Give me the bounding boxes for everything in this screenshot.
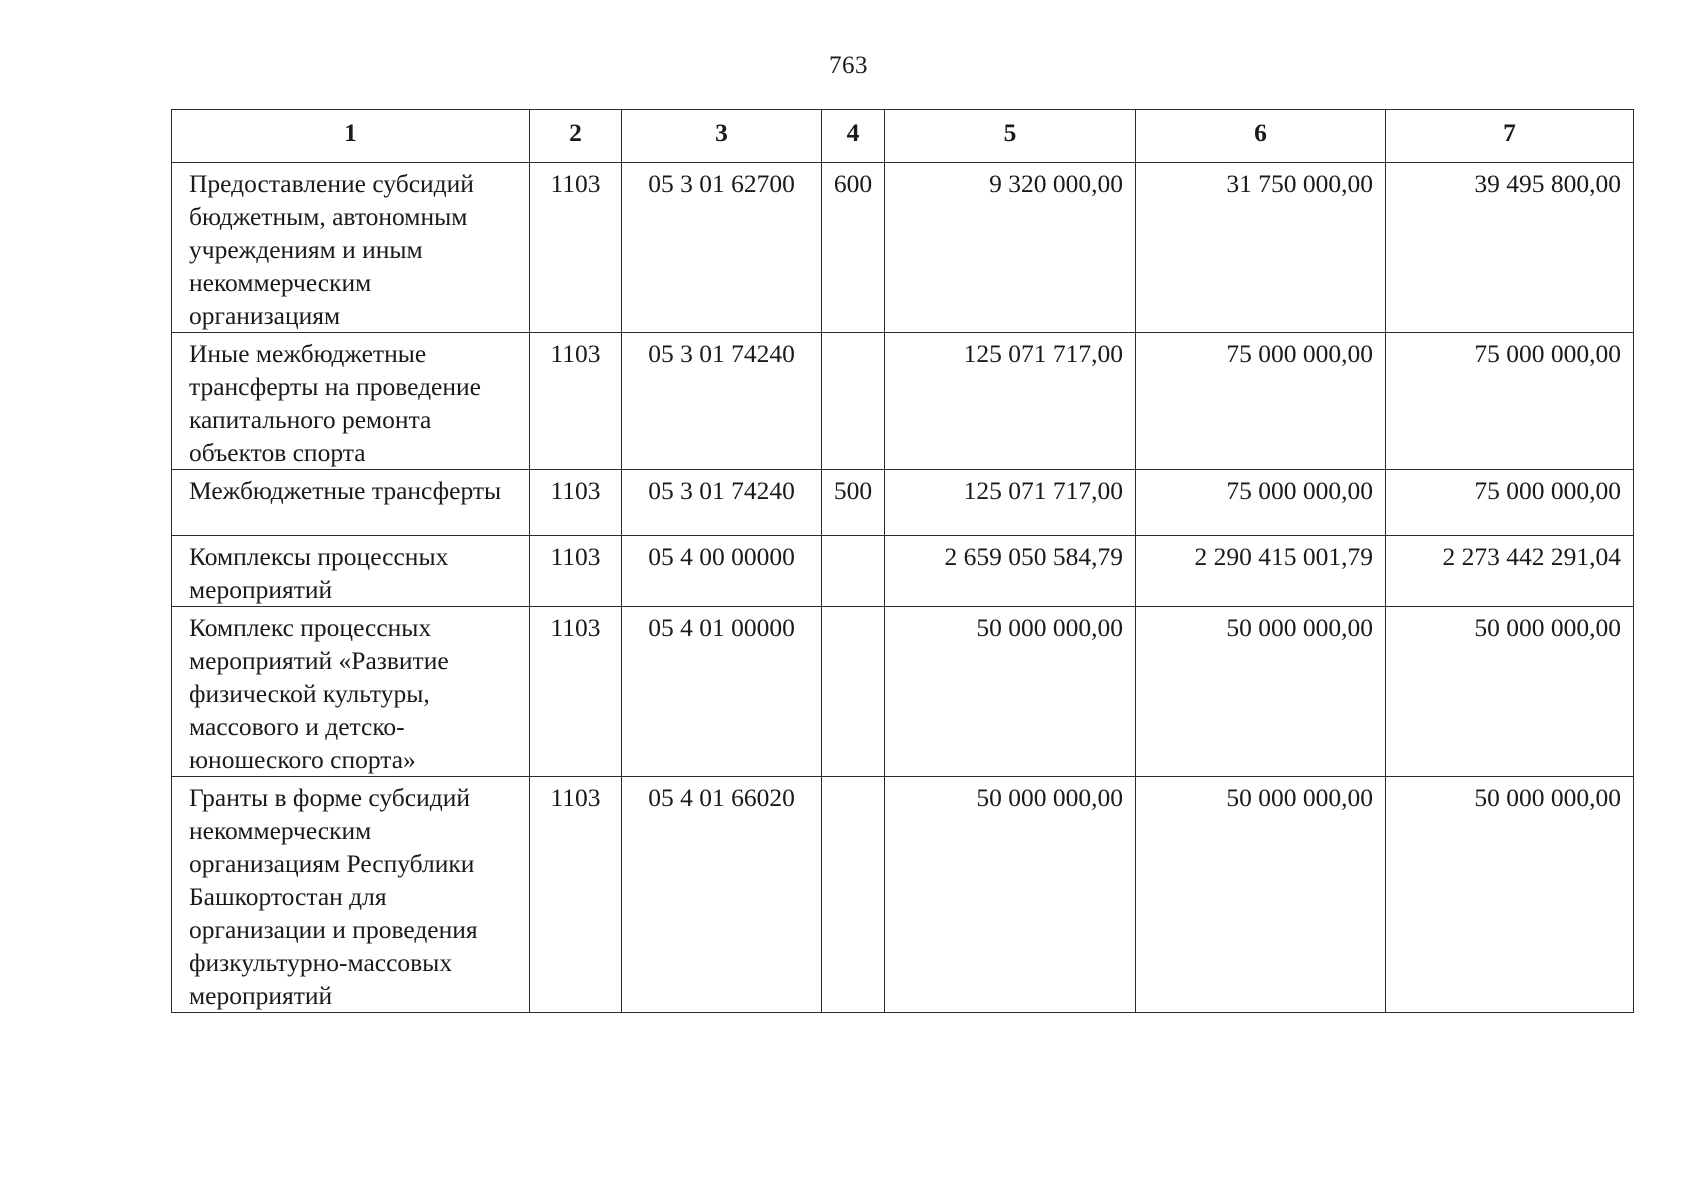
column-header-2: 2 <box>530 110 622 163</box>
row-amount-year2: 31 750 000,00 <box>1136 163 1386 333</box>
row-amount-year2: 2 290 415 001,79 <box>1136 536 1386 607</box>
row-target-article: 05 4 01 00000 <box>622 607 822 777</box>
column-header-7: 7 <box>1386 110 1634 163</box>
table-row <box>172 470 1634 536</box>
table-row <box>172 777 1634 1013</box>
row-section: 1103 <box>530 163 622 333</box>
row-name: Комплекс процессных мероприятий «Развитие физической культуры, массового и детско-юношеского спорта» <box>172 607 530 777</box>
table-row <box>172 333 1634 470</box>
row-target-article: 05 3 01 74240 <box>622 470 822 536</box>
row-expense-type <box>822 607 885 777</box>
row-target-article: 05 3 01 62700 <box>622 163 822 333</box>
row-amount-year3: 50 000 000,00 <box>1386 607 1634 777</box>
table-row <box>172 163 1634 333</box>
row-expense-type: 600 <box>822 163 885 333</box>
row-amount-year3: 75 000 000,00 <box>1386 333 1634 470</box>
page-number: 763 <box>829 52 868 79</box>
column-header-1: 1 <box>172 110 530 163</box>
row-amount-year1: 50 000 000,00 <box>885 777 1136 1013</box>
row-amount-year3: 50 000 000,00 <box>1386 777 1634 1013</box>
row-amount-year1: 50 000 000,00 <box>885 607 1136 777</box>
table-row <box>172 607 1634 777</box>
column-header-5: 5 <box>885 110 1136 163</box>
row-amount-year1: 125 071 717,00 <box>885 333 1136 470</box>
row-name: Предоставление субсидий бюджетным, автономным учреждениям и иным некоммерческим организациям <box>172 163 530 333</box>
row-name: Комплексы процессных мероприятий <box>172 536 530 607</box>
row-amount-year3: 75 000 000,00 <box>1386 470 1634 536</box>
row-expense-type <box>822 333 885 470</box>
row-amount-year3: 2 273 442 291,04 <box>1386 536 1634 607</box>
row-amount-year3: 39 495 800,00 <box>1386 163 1634 333</box>
row-section: 1103 <box>530 470 622 536</box>
budget-table <box>171 109 1634 1013</box>
row-expense-type <box>822 536 885 607</box>
table-row <box>172 536 1634 607</box>
row-section: 1103 <box>530 777 622 1013</box>
column-header-6: 6 <box>1136 110 1386 163</box>
row-target-article: 05 4 00 00000 <box>622 536 822 607</box>
row-name: Гранты в форме субсидий некоммерческим организациям Республики Башкортостан для организации и проведения физкультурно-массовых мероприятий <box>172 777 530 1013</box>
row-amount-year1: 2 659 050 584,79 <box>885 536 1136 607</box>
row-amount-year2: 50 000 000,00 <box>1136 777 1386 1013</box>
row-target-article: 05 4 01 66020 <box>622 777 822 1013</box>
row-amount-year1: 9 320 000,00 <box>885 163 1136 333</box>
row-name: Межбюджетные трансферты <box>172 470 530 536</box>
column-header-4: 4 <box>822 110 885 163</box>
row-expense-type: 500 <box>822 470 885 536</box>
row-expense-type <box>822 777 885 1013</box>
row-amount-year2: 75 000 000,00 <box>1136 470 1386 536</box>
row-amount-year1: 125 071 717,00 <box>885 470 1136 536</box>
row-target-article: 05 3 01 74240 <box>622 333 822 470</box>
row-amount-year2: 75 000 000,00 <box>1136 333 1386 470</box>
header-row <box>172 110 1634 163</box>
row-name: Иные межбюджетные трансферты на проведение капитального ремонта объектов спорта <box>172 333 530 470</box>
row-section: 1103 <box>530 607 622 777</box>
row-amount-year2: 50 000 000,00 <box>1136 607 1386 777</box>
row-section: 1103 <box>530 333 622 470</box>
column-header-3: 3 <box>622 110 822 163</box>
row-section: 1103 <box>530 536 622 607</box>
